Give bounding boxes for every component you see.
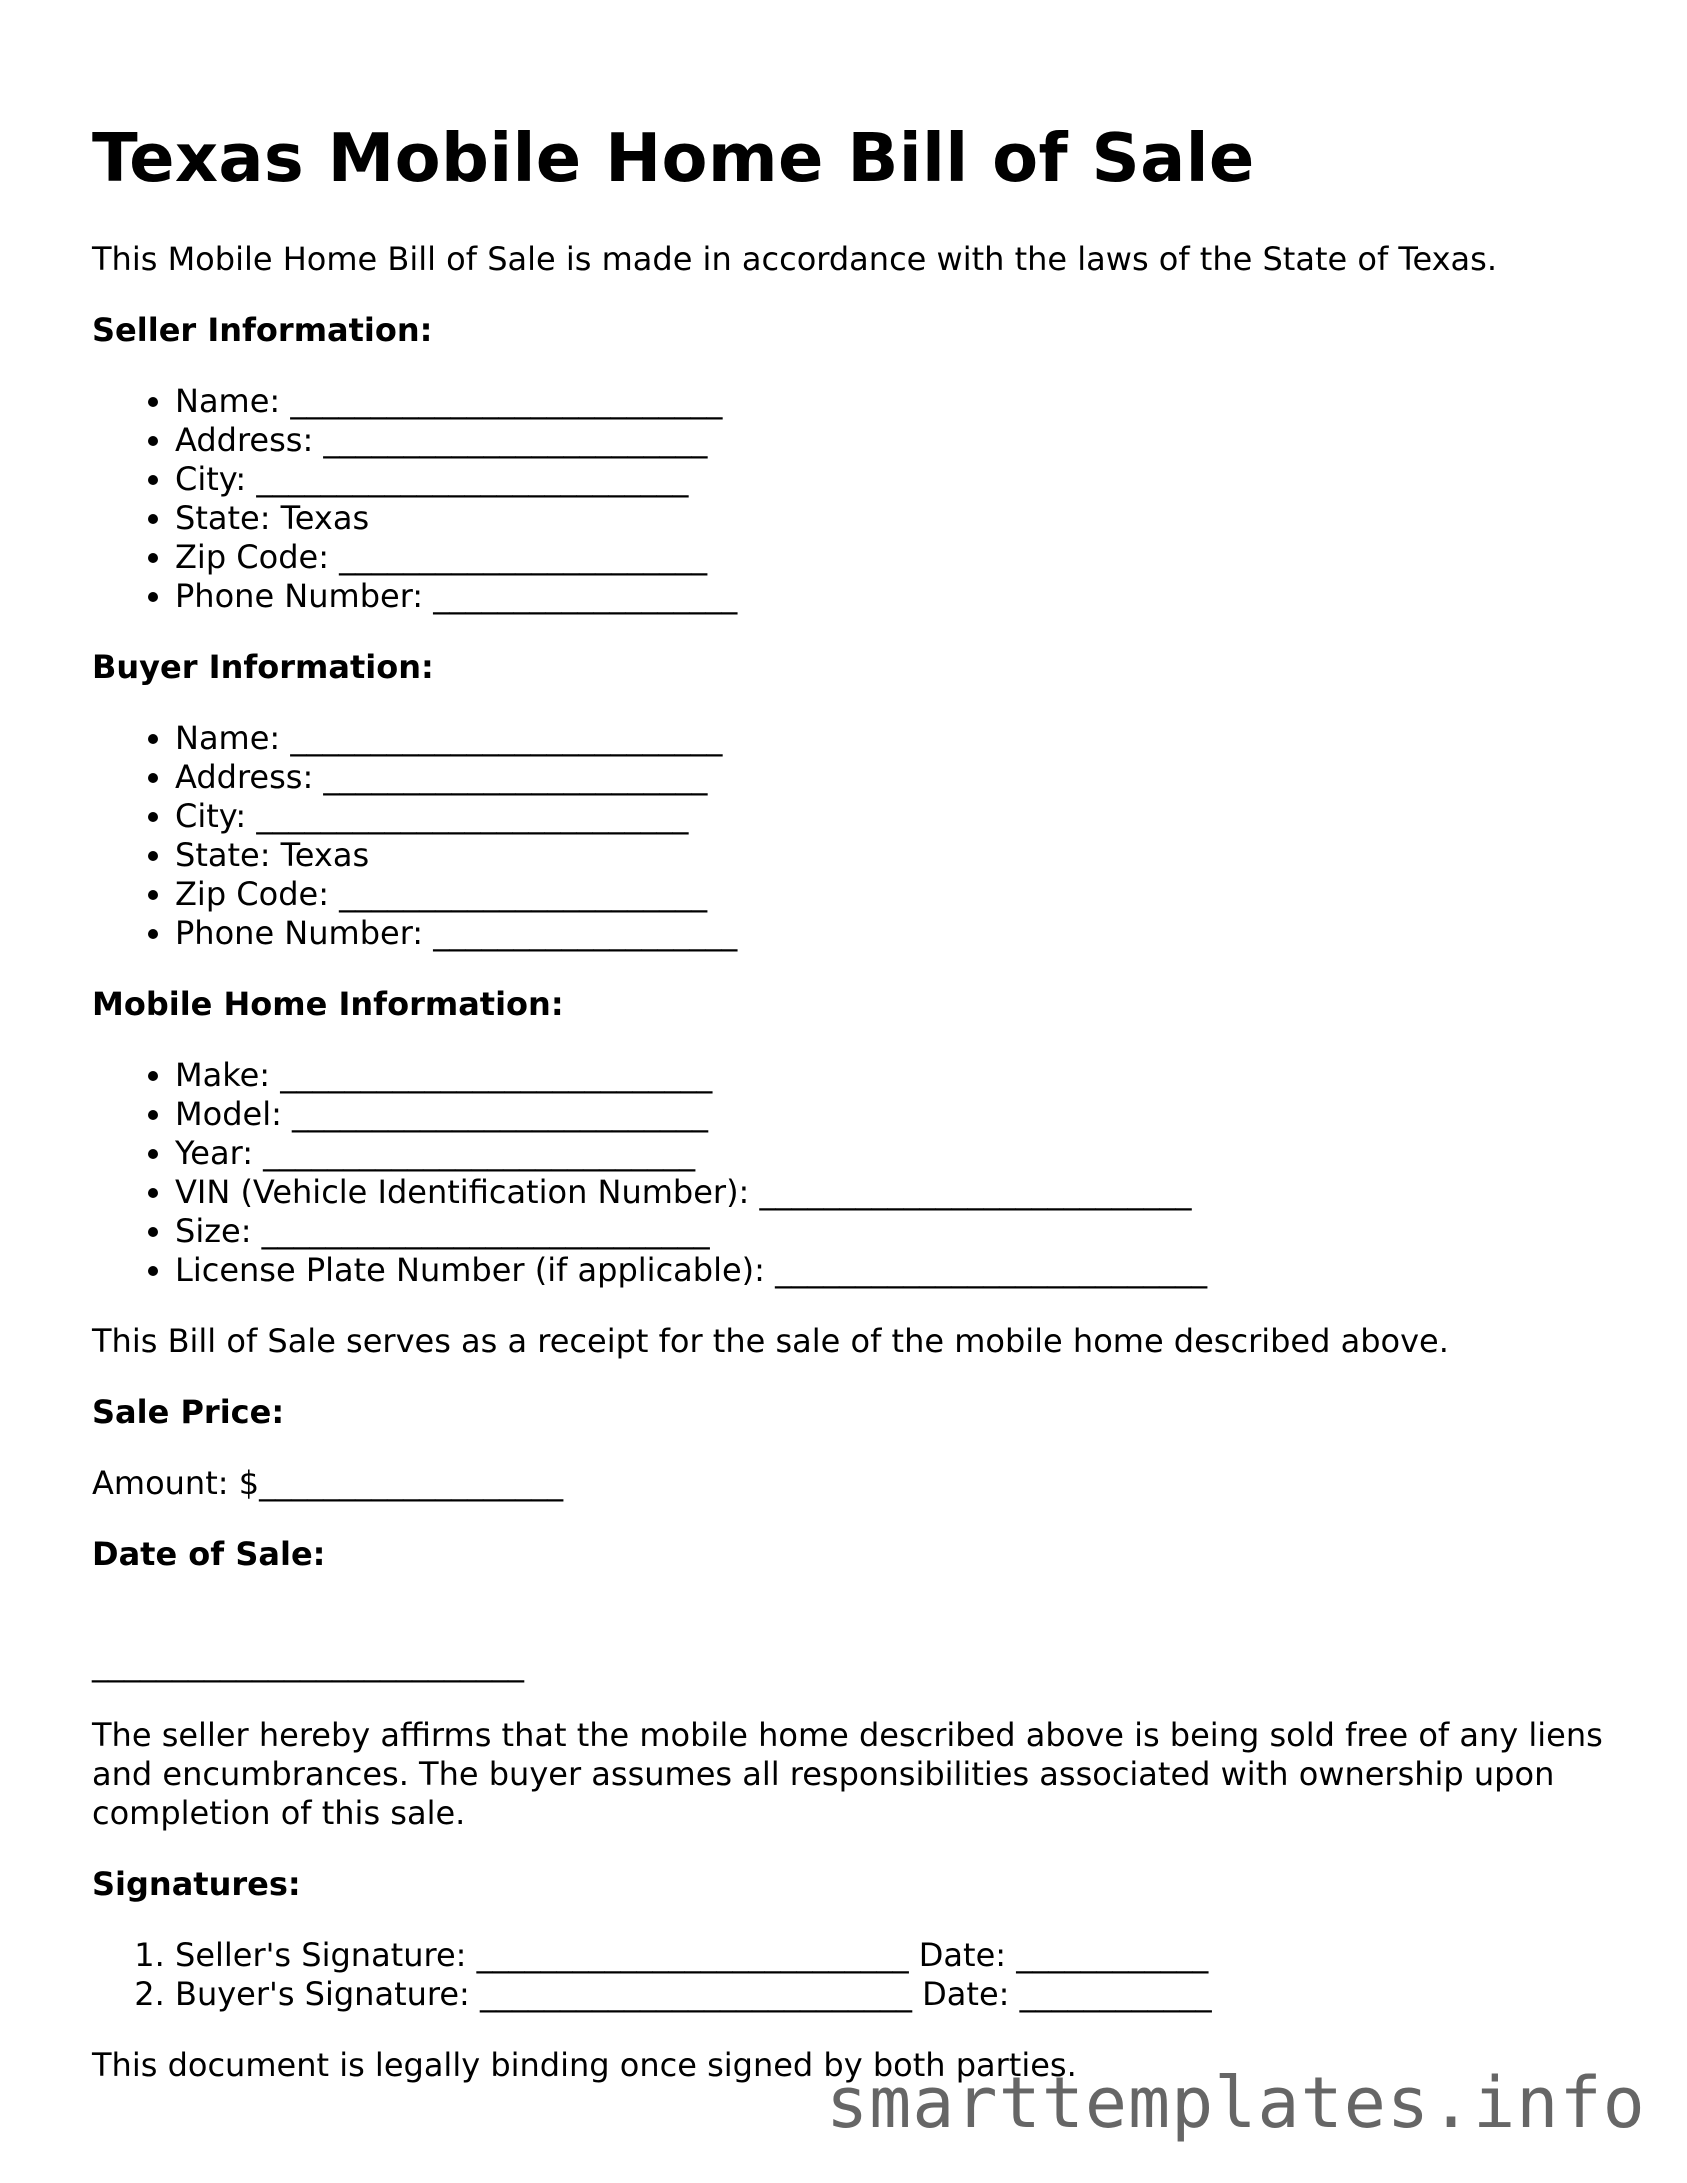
date-of-sale-heading: Date of Sale: bbox=[92, 1535, 326, 1573]
affirmation-text: The seller hereby affirms that the mobile home described above is being sold free of any liens and encumbrances. The buyer assumes all responsibilities associated with ownership upon completion of this sale. bbox=[92, 1716, 1603, 1832]
watermark-text: smarttemplates.info bbox=[826, 2062, 1646, 2144]
seller-signature-line: 1. Seller's Signature: ___________________________ Date: ____________ bbox=[175, 1936, 1612, 1975]
signatures-heading: Signatures: bbox=[92, 1865, 301, 1903]
receipt-text: This Bill of Sale serves as a receipt for the sale of the mobile home described above. bbox=[92, 1322, 1449, 1360]
buyer-city-field: • City: ___________________________ bbox=[175, 797, 1612, 836]
amount-field: Amount: $___________________ bbox=[92, 1464, 564, 1502]
buyer-state-field: • State: Texas bbox=[175, 836, 1612, 875]
buyer-list bbox=[92, 719, 1612, 953]
make-field: • Make: ___________________________ bbox=[175, 1056, 1612, 1095]
seller-heading: Seller Information: bbox=[92, 311, 433, 349]
seller-city-field: • City: ___________________________ bbox=[175, 460, 1612, 499]
year-field: • Year: ___________________________ bbox=[175, 1134, 1612, 1173]
seller-phone-field: • Phone Number: ___________________ bbox=[175, 577, 1612, 616]
document-title: Texas Mobile Home Bill of Sale bbox=[92, 119, 1255, 197]
model-field: • Model: __________________________ bbox=[175, 1095, 1612, 1134]
buyer-name-field: • Name: ___________________________ bbox=[175, 719, 1612, 758]
intro-text: This Mobile Home Bill of Sale is made in accordance with the laws of the State of Texas. bbox=[92, 240, 1497, 278]
license-plate-field: • License Plate Number (if applicable): ___________________________ bbox=[175, 1251, 1612, 1290]
seller-zip-field: • Zip Code: _______________________ bbox=[175, 538, 1612, 577]
document-page bbox=[92, 0, 1612, 2085]
vin-field: • VIN (Vehicle Identification Number): ___________________________ bbox=[175, 1173, 1612, 1212]
signatures-list bbox=[92, 1936, 1612, 2014]
mobile-home-list bbox=[92, 1056, 1612, 1290]
buyer-heading: Buyer Information: bbox=[92, 648, 434, 686]
size-field: • Size: ____________________________ bbox=[175, 1212, 1612, 1251]
buyer-signature-line: 2. Buyer's Signature: ___________________________ Date: ____________ bbox=[175, 1975, 1612, 2014]
date-of-sale-line: ___________________________ bbox=[92, 1645, 524, 1683]
seller-address-field: • Address: ________________________ bbox=[175, 421, 1612, 460]
seller-name-field: • Name: ___________________________ bbox=[175, 382, 1612, 421]
buyer-address-field: • Address: ________________________ bbox=[175, 758, 1612, 797]
seller-list bbox=[92, 382, 1612, 616]
seller-state-field: • State: Texas bbox=[175, 499, 1612, 538]
mobile-home-heading: Mobile Home Information: bbox=[92, 985, 564, 1023]
closing-text: This document is legally binding once signed by both parties. bbox=[92, 2046, 1077, 2084]
buyer-phone-field: • Phone Number: ___________________ bbox=[175, 914, 1612, 953]
sale-price-heading: Sale Price: bbox=[92, 1393, 285, 1431]
buyer-zip-field: • Zip Code: _______________________ bbox=[175, 875, 1612, 914]
